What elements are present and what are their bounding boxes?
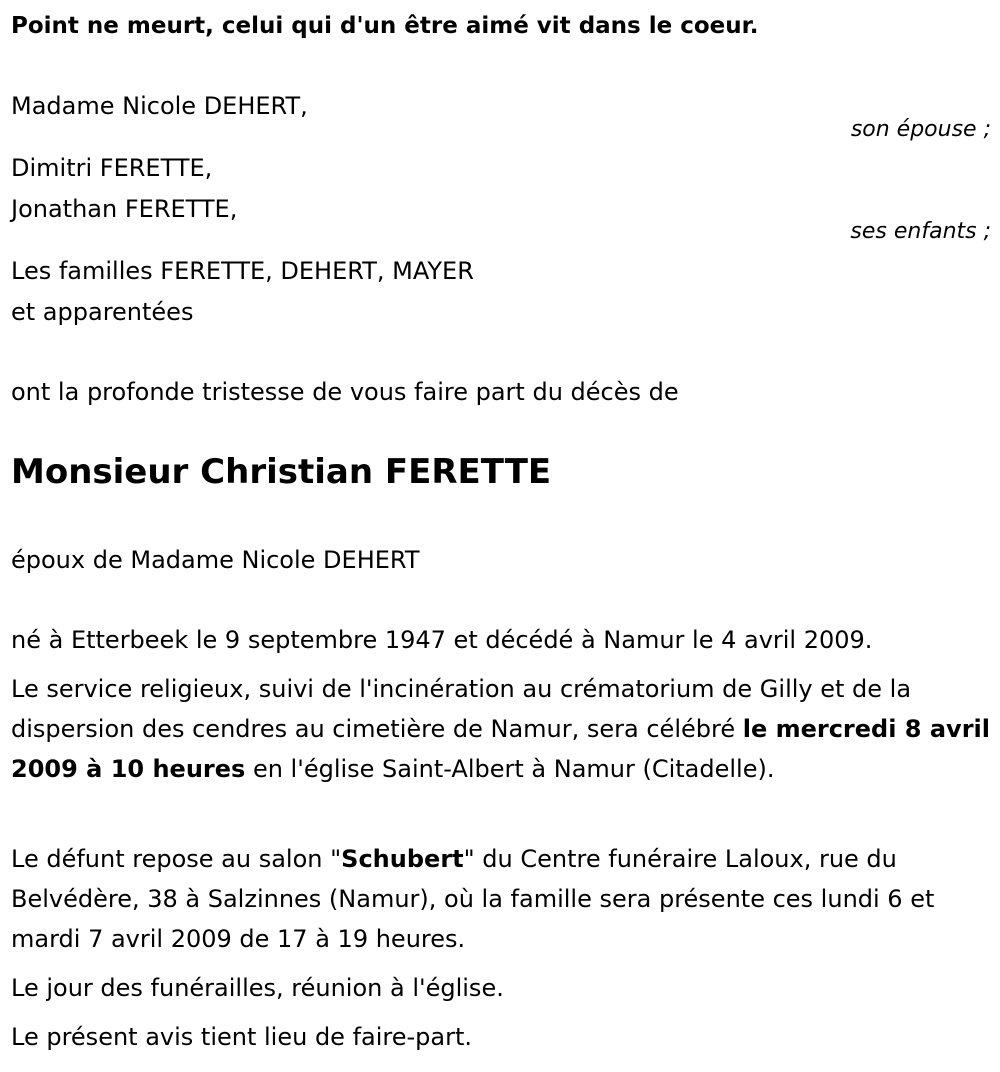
repose-text-before: Le défunt repose au salon " xyxy=(11,845,342,873)
families-line-2: et apparentées xyxy=(11,298,194,326)
child-2-name: Jonathan FERETTE, xyxy=(11,195,238,223)
repose-paragraph xyxy=(11,839,991,959)
spouse-of-text: époux de Madame Nicole DEHERT xyxy=(11,546,420,574)
announcement-text: ont la profonde tristesse de vous faire part du décès de xyxy=(11,378,679,406)
families-line-1: Les familles FERETTE, DEHERT, MAYER xyxy=(11,257,474,285)
service-datetime: le mercredi 8 avril 2009 à 10 heures xyxy=(11,715,990,783)
service-text-before: Le service religieux, suivi de l'incinération au crématorium de Gilly et de la dispersion des cendres au cimetière de Namur, sera célébré xyxy=(11,675,912,743)
motto: Point ne meurt, celui qui d'un être aimé vit dans le coeur. xyxy=(11,13,759,39)
spouse-name: Madame Nicole DEHERT, xyxy=(11,92,308,120)
repose-text-after: " du Centre funéraire Laloux, rue du Belvédère, 38 à Salzinnes (Namur), où la famille sera présente ces lundi 6 et mardi 7 avril 2009 de 17 à 19 heures. xyxy=(11,845,935,953)
child-1-name: Dimitri FERETTE, xyxy=(11,154,213,182)
funeral-meeting-text: Le jour des funérailles, réunion à l'église. xyxy=(11,974,504,1002)
notice-text: Le présent avis tient lieu de faire-part. xyxy=(11,1023,473,1051)
deceased-name: Monsieur Christian FERETTE xyxy=(11,452,552,492)
repose-salon-name: Schubert xyxy=(341,845,464,873)
birth-death-text: né à Etterbeek le 9 septembre 1947 et décédé à Namur le 4 avril 2009. xyxy=(11,626,873,654)
service-paragraph xyxy=(11,669,991,789)
children-role: ses enfants ; xyxy=(850,219,991,244)
service-text-after: en l'église Saint-Albert à Namur (Citadelle). xyxy=(245,755,775,783)
spouse-role: son épouse ; xyxy=(850,117,991,142)
